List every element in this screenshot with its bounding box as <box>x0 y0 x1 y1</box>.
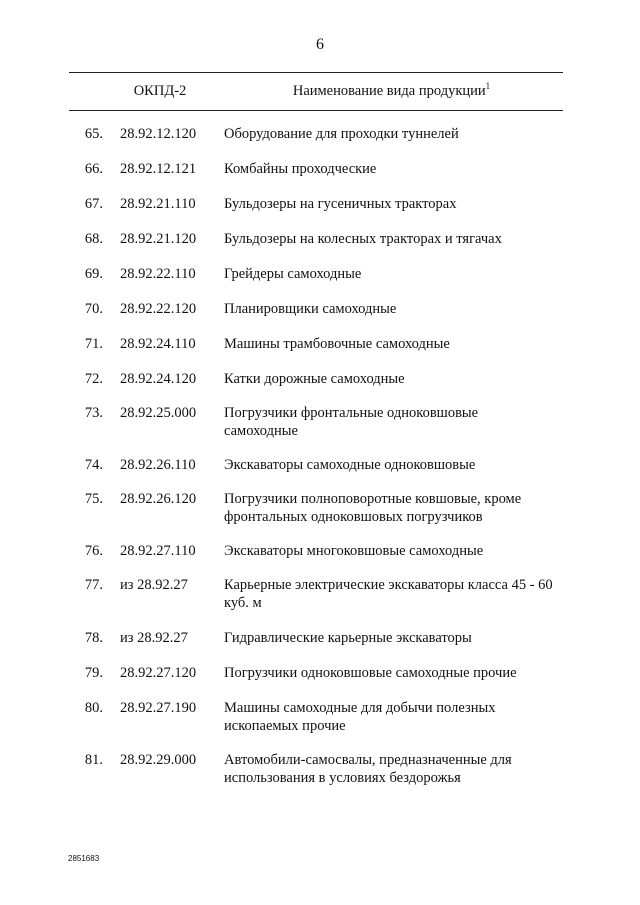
row-name: Карьерные электрические экскаваторы класса 45 - 60 куб. м <box>224 577 553 611</box>
row-name: Грейдеры самоходные <box>224 266 362 282</box>
row-code: 28.92.26.120 <box>120 491 197 507</box>
row-number: 70. <box>84 301 103 317</box>
row-code: 28.92.24.120 <box>120 371 197 387</box>
row-code: 28.92.12.121 <box>120 161 197 177</box>
header-code: ОКПД-2 <box>133 83 187 99</box>
row-code: 28.92.22.110 <box>120 266 196 282</box>
row-number: 72. <box>84 371 103 387</box>
row-code: 28.92.21.110 <box>120 196 196 212</box>
table-top-rule <box>69 72 563 73</box>
row-name: Погрузчики фронтальные одноковшовые самоходные <box>224 405 479 439</box>
document-id: 2851683 <box>68 854 100 863</box>
row-code: 28.92.27.110 <box>120 543 196 559</box>
row-name: Погрузчики полноповоротные ковшовые, кроме фронтальных одноковшовых погрузчиков <box>224 491 522 525</box>
row-number: 67. <box>84 196 103 212</box>
row-number: 78. <box>84 630 103 646</box>
row-number: 74. <box>84 457 103 473</box>
row-code: 28.92.29.000 <box>120 752 197 768</box>
row-number: 65. <box>84 126 103 142</box>
table-header-rule <box>69 110 563 111</box>
row-number: 80. <box>84 700 103 716</box>
row-name: Оборудование для проходки туннелей <box>224 126 459 142</box>
row-code: 28.92.12.120 <box>120 126 197 142</box>
row-code: из 28.92.27 <box>120 577 188 593</box>
row-number: 69. <box>84 266 103 282</box>
row-code: 28.92.27.190 <box>120 700 197 716</box>
row-number: 77. <box>84 577 103 593</box>
row-name: Планировщики самоходные <box>224 301 397 317</box>
row-name: Погрузчики одноковшовые самоходные прочие <box>224 665 517 681</box>
row-name: Бульдозеры на гусеничных тракторах <box>224 196 457 212</box>
row-code: 28.92.24.110 <box>120 336 196 352</box>
row-number: 79. <box>84 665 103 681</box>
row-name: Комбайны проходческие <box>224 161 377 177</box>
row-name: Катки дорожные самоходные <box>224 371 405 387</box>
row-number: 76. <box>84 543 103 559</box>
row-number: 66. <box>84 161 103 177</box>
row-number: 71. <box>84 336 103 352</box>
row-code: 28.92.21.120 <box>120 231 197 247</box>
row-number: 73. <box>84 405 103 421</box>
row-code: 28.92.27.120 <box>120 665 197 681</box>
row-number: 75. <box>84 491 103 507</box>
row-code: 28.92.22.120 <box>120 301 197 317</box>
header-name-text: Наименование вида продукции <box>292 83 486 99</box>
row-name: Машины самоходные для добычи полезных ископаемых прочие <box>224 700 496 734</box>
row-code: из 28.92.27 <box>120 630 188 646</box>
header-footnote-mark: 1 <box>485 81 491 92</box>
row-name: Экскаваторы многоковшовые самоходные <box>224 543 484 559</box>
page-number: 6 <box>316 36 324 53</box>
row-name: Экскаваторы самоходные одноковшовые <box>224 457 476 473</box>
header-name <box>220 83 563 100</box>
row-code: 28.92.26.110 <box>120 457 196 473</box>
row-code: 28.92.25.000 <box>120 405 197 421</box>
row-name: Бульдозеры на колесных тракторах и тягачах <box>224 231 502 247</box>
row-number: 81. <box>84 752 103 768</box>
row-name: Автомобили-самосвалы, предназначенные для использования в условиях бездорожья <box>224 752 512 786</box>
row-name: Гидравлические карьерные экскаваторы <box>224 630 472 646</box>
row-name: Машины трамбовочные самоходные <box>224 336 450 352</box>
row-number: 68. <box>84 231 103 247</box>
